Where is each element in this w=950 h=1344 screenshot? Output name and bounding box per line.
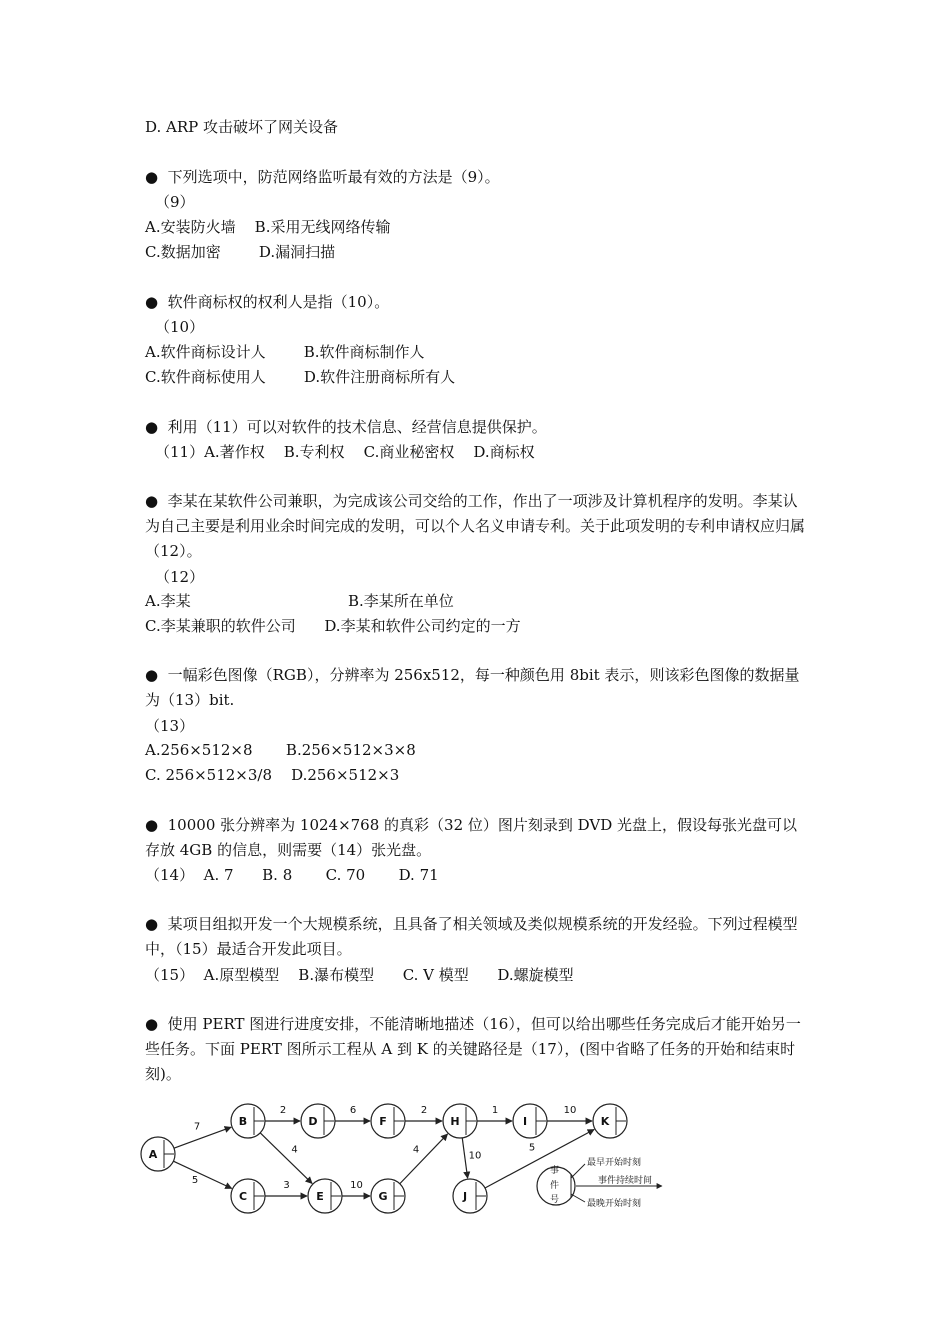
q16-stem: [145, 1012, 810, 1087]
legend-arrow-latest: [571, 1194, 585, 1202]
q13-number: （13）: [145, 717, 195, 735]
bullet-icon: ●: [145, 816, 159, 834]
pert-edge-weight-J-K: 5: [528, 1142, 536, 1154]
q12-stem-text: 李某在某软件公司兼职，为完成该公司交给的工作，作出了一项涉及计算机程序的发明。李某认为自己主要是利用业余时间完成的发明，可以个人名义申请专利。关于此项发明的专利申请权应归属（12）。: [145, 492, 806, 560]
pert-node-label-H: H: [450, 1115, 460, 1128]
legend-latest-start: 最晚开始时刻: [587, 1199, 642, 1209]
q13-stem-text: 一幅彩色图像（RGB），分辨率为 256x512，每一种颜色用 8bit 表示，则该彩色图像的数据量为（13）bit.: [145, 666, 800, 709]
q12-options-row1: A.李某 B.李某所在单位: [145, 592, 454, 610]
q8-option-d: D. ARP 攻击破坏了网关设备: [145, 118, 339, 136]
pert-edge-B-E: [260, 1133, 312, 1184]
q9-options-row1: A.安装防火墙 B.采用无线网络传输: [145, 218, 391, 236]
legend-earliest-start: 最早开始时刻: [587, 1158, 642, 1168]
q10-options-row2: C.软件商标使用人 D.软件注册商标所有人: [145, 368, 456, 386]
pert-legend: [537, 1156, 662, 1209]
pert-node-label-K: K: [600, 1115, 610, 1128]
pert-node-label-G: G: [378, 1190, 388, 1203]
pert-edge-weight-B-D: 2: [279, 1105, 287, 1116]
q11-stem-text: 利用（11）可以对软件的技术信息、经营信息提供保护。: [167, 418, 547, 436]
q11-stem: [145, 417, 547, 437]
q10-stem-text: 软件商标权的权利人是指（10）。: [167, 293, 390, 311]
q9-stem-text: 下列选项中，防范网络监听最有效的方法是（9）。: [167, 168, 500, 186]
legend-node-label-3: 号: [550, 1195, 560, 1205]
pert-edge-weight-H-I: 1: [491, 1105, 499, 1116]
pert-node-label-J: J: [462, 1190, 468, 1203]
q15-options: （15） A.原型模型 B.瀑布模型 C. V 模型 D.螺旋模型: [145, 966, 574, 984]
pert-edge-A-C: [173, 1161, 231, 1188]
pert-node-label-F: F: [379, 1115, 387, 1128]
q12-number: （12）: [155, 568, 205, 586]
q9-options-row2: C.数据加密 D.漏洞扫描: [145, 243, 336, 261]
pert-node-label-C: C: [238, 1190, 248, 1203]
bullet-icon: ●: [145, 418, 159, 436]
q13-stem: [145, 663, 810, 713]
pert-edge-weight-I-K: 10: [563, 1105, 577, 1116]
pert-node-label-E: E: [316, 1190, 324, 1203]
q11-options: （11）A.著作权 B.专利权 C.商业秘密权 D.商标权: [155, 443, 535, 461]
q15-stem-text: 某项目组拟开发一个大规模系统，且具备了相关领域及类似规模系统的开发经验。下列过程模型中，（15）最适合开发此项目。: [145, 915, 798, 958]
q12-stem: [145, 489, 810, 564]
pert-edge-H-J: [462, 1138, 467, 1178]
bullet-icon: ●: [145, 915, 159, 933]
pert-edge-weight-A-B: 7: [193, 1121, 201, 1133]
q10-stem: [145, 292, 389, 312]
pert-edge-weight-E-G: 10: [350, 1180, 363, 1191]
pert-edge-G-H: [400, 1134, 448, 1184]
legend-node-label-2: 件: [550, 1181, 560, 1191]
q14-stem-text: 10000 张分辨率为 1024×768 的真彩（32 位）图片刻录到 DVD 光盘上，假设每张光盘可以存放 4GB 的信息，则需要（14）张光盘。: [145, 816, 798, 859]
pert-edge-weight-D-F: 6: [349, 1105, 357, 1116]
q13-options-row2: C. 256×512×3/8 D.256×512×3: [145, 766, 400, 784]
bullet-icon: ●: [145, 492, 159, 510]
legend-node-label-1: 事: [550, 1166, 560, 1176]
legend-duration: 事件持续时间: [598, 1176, 653, 1186]
pert-diagram: [140, 1092, 680, 1222]
pert-edge-weight-B-E: 4: [291, 1144, 298, 1156]
q13-options-row1: A.256×512×8 B.256×512×3×8: [145, 741, 416, 759]
q10-number: （10）: [155, 318, 205, 336]
pert-node-label-I: I: [522, 1115, 528, 1128]
pert-node-label-B: B: [238, 1115, 248, 1128]
bullet-icon: ●: [145, 666, 159, 684]
bullet-icon: ●: [145, 168, 159, 186]
q15-stem: [145, 912, 810, 962]
pert-edge-weight-A-C: 5: [191, 1175, 199, 1186]
pert-node-label-D: D: [308, 1115, 318, 1128]
q14-options: （14） A. 7 B. 8 C. 70 D. 71: [145, 866, 439, 884]
q9-number: （9）: [155, 193, 195, 211]
pert-edge-weight-H-J: 10: [468, 1150, 482, 1162]
pert-node-label-A: A: [148, 1148, 158, 1161]
q16-stem-text: 使用 PERT 图进行进度安排，不能清晰地描述（16），但可以给出哪些任务完成后才能开始另一些任务。下面 PERT 图所示工程从 A 到 K 的关键路径是（17），(图中省略了任务的开始和结束时刻)。: [145, 1015, 801, 1083]
pert-edge-weight-G-H: 4: [412, 1144, 420, 1156]
bullet-icon: ●: [145, 293, 159, 311]
legend-arrow-earliest: [571, 1164, 585, 1178]
q12-options-row2: C.李某兼职的软件公司 D.李某和软件公司约定的一方: [145, 617, 521, 635]
pert-edge-A-B: [174, 1127, 231, 1148]
q10-options-row1: A.软件商标设计人 B.软件商标制作人: [145, 343, 425, 361]
q9-stem: [145, 167, 500, 187]
bullet-icon: ●: [145, 1015, 159, 1033]
pert-edge-weight-C-E: 3: [283, 1180, 290, 1191]
q14-stem: [145, 813, 810, 863]
pert-edge-weight-F-H: 2: [420, 1105, 428, 1116]
